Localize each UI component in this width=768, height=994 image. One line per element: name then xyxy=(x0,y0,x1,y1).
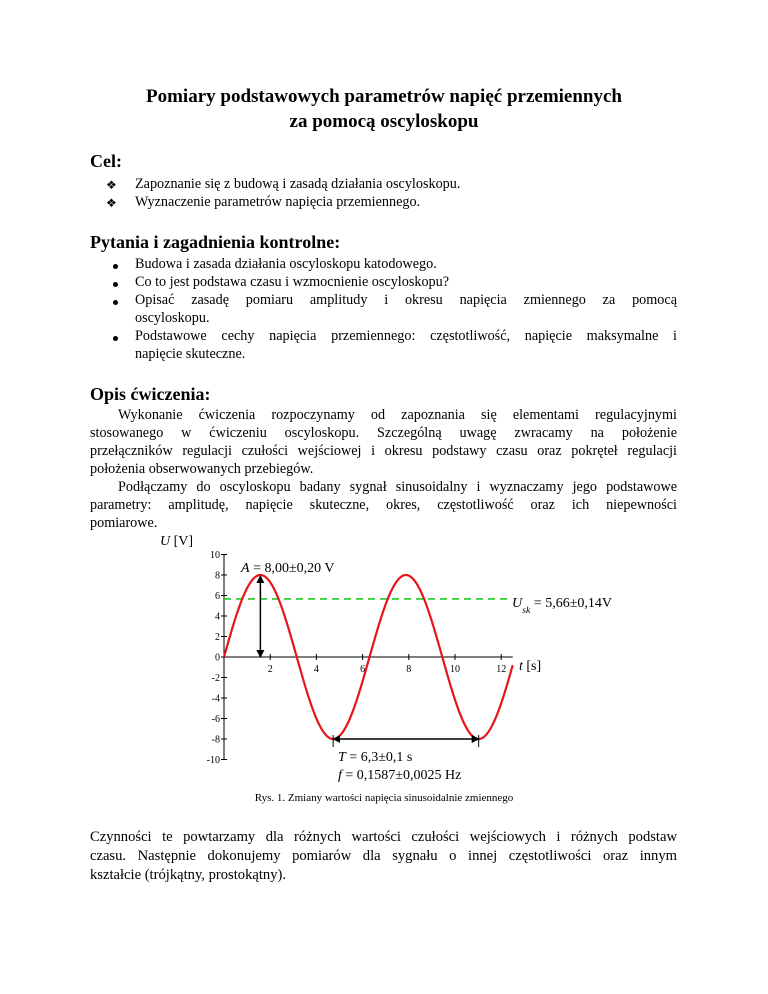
y-tick-label: 6 xyxy=(215,591,220,602)
diamond-bullet-icon: ❖ xyxy=(106,196,117,210)
bullet-icon xyxy=(113,282,118,287)
y-tick-label: -6 xyxy=(211,714,220,725)
text-line: Czynności te powtarzamy dla różnych wartości czułości wejściowych i różnych podstaw xyxy=(90,829,677,845)
text-line: pomiarowe. xyxy=(90,515,158,531)
y-tick-label: -8 xyxy=(211,734,220,746)
list-item: Opisać zasadę pomiaru amplitudy i okresu napięcia zmiennego za pomocą xyxy=(135,292,677,308)
y-axis-label: U [V] xyxy=(160,534,194,549)
cel-heading: Cel: xyxy=(90,151,122,171)
x-tick-label: 2 xyxy=(267,664,273,675)
y-tick-label: -10 xyxy=(206,755,220,766)
page-title xyxy=(0,84,768,134)
x-tick-label: 10 xyxy=(450,664,460,675)
y-tick-label: 0 xyxy=(215,652,220,664)
y-tick-label: 8 xyxy=(215,570,220,582)
text-line: stosowanego w ćwiczeniu oscyloskopu. Szczególną uwagę zwracamy na położenie xyxy=(90,425,677,441)
y-tick-label: 2 xyxy=(215,632,220,643)
x-axis-label: t [s] xyxy=(519,659,542,674)
list-item: Co to jest podstawa czasu i wzmocnienie oscyloskopu? xyxy=(135,274,450,290)
frequency-label: f = 0,1587±0,0025 Hz xyxy=(338,768,462,783)
y-tick-label: -4 xyxy=(211,693,220,705)
x-tick-label: 12 xyxy=(496,664,507,675)
x-tick-label: 6 xyxy=(360,664,366,675)
amplitude-label: A = 8,00±0,20 V xyxy=(241,561,335,576)
opis-heading: Opis ćwiczenia: xyxy=(90,384,211,404)
text-line: parametry: amplitudę, napięcie skuteczne, okres, częstotliwość oraz ich niepewności xyxy=(90,497,677,513)
text-line: kształcie (trójkątny, prostokątny). xyxy=(90,867,287,883)
y-tick-label: -2 xyxy=(211,673,220,684)
list-item-cont: napięcie skuteczne. xyxy=(135,346,246,362)
text-line: położenia obserwowanych przebiegów. xyxy=(90,461,314,477)
title-line-2: za pomocą oscyloskopu xyxy=(289,111,479,132)
list-item: Podstawowe cechy napięcia przemiennego: częstotliwość, napięcie maksymalne i xyxy=(135,328,677,344)
figure-caption: Rys. 1. Zmiany wartości napięcia sinusoidalnie zmiennego xyxy=(254,792,514,804)
text-line: Wykonanie ćwiczenia rozpoczynamy od zapoznania się elementami regulacyjnymi xyxy=(118,407,677,423)
bullet-icon xyxy=(113,300,118,305)
text-line: Podłączamy do oscyloskopu badany sygnał sinusoidalny i wyznaczamy jego podstawowe xyxy=(118,479,677,495)
period-label: T = 6,3±0,1 s xyxy=(338,750,413,765)
title-line-1: Pomiary podstawowych parametrów napięć przemiennych xyxy=(145,86,622,107)
text-line: czasu. Następnie dokonujemy pomiarów dla sygnału o innej częstotliwości oraz innym xyxy=(90,848,677,864)
list-item-cont: oscyloskopu. xyxy=(135,310,210,326)
list-item: Zapoznanie się z budową i zasadą działania oscyloskopu. xyxy=(135,176,461,192)
text-line: przełączników regulacji czułości wejściowej i okresu podstawy czasu oraz pokręteł regulacji xyxy=(90,443,677,459)
oscilloscope-chart xyxy=(0,520,768,790)
bullet-icon xyxy=(113,264,118,269)
diamond-bullet-icon: ❖ xyxy=(106,178,117,192)
x-tick-label: 8 xyxy=(406,664,412,675)
x-tick-label: 4 xyxy=(313,664,319,675)
list-item: Budowa i zasada działania oscyloskopu katodowego. xyxy=(135,256,437,272)
pytania-heading: Pytania i zagadnienia kontrolne: xyxy=(90,232,341,252)
bullet-icon xyxy=(113,336,118,341)
y-tick-label: 4 xyxy=(215,611,220,623)
y-tick-label: 10 xyxy=(210,550,220,561)
rms-label: $U_{sk} = 5,66\pm 0,14V$ xyxy=(512,596,612,616)
list-item: Wyznaczenie parametrów napięcia przemiennego. xyxy=(135,194,421,210)
